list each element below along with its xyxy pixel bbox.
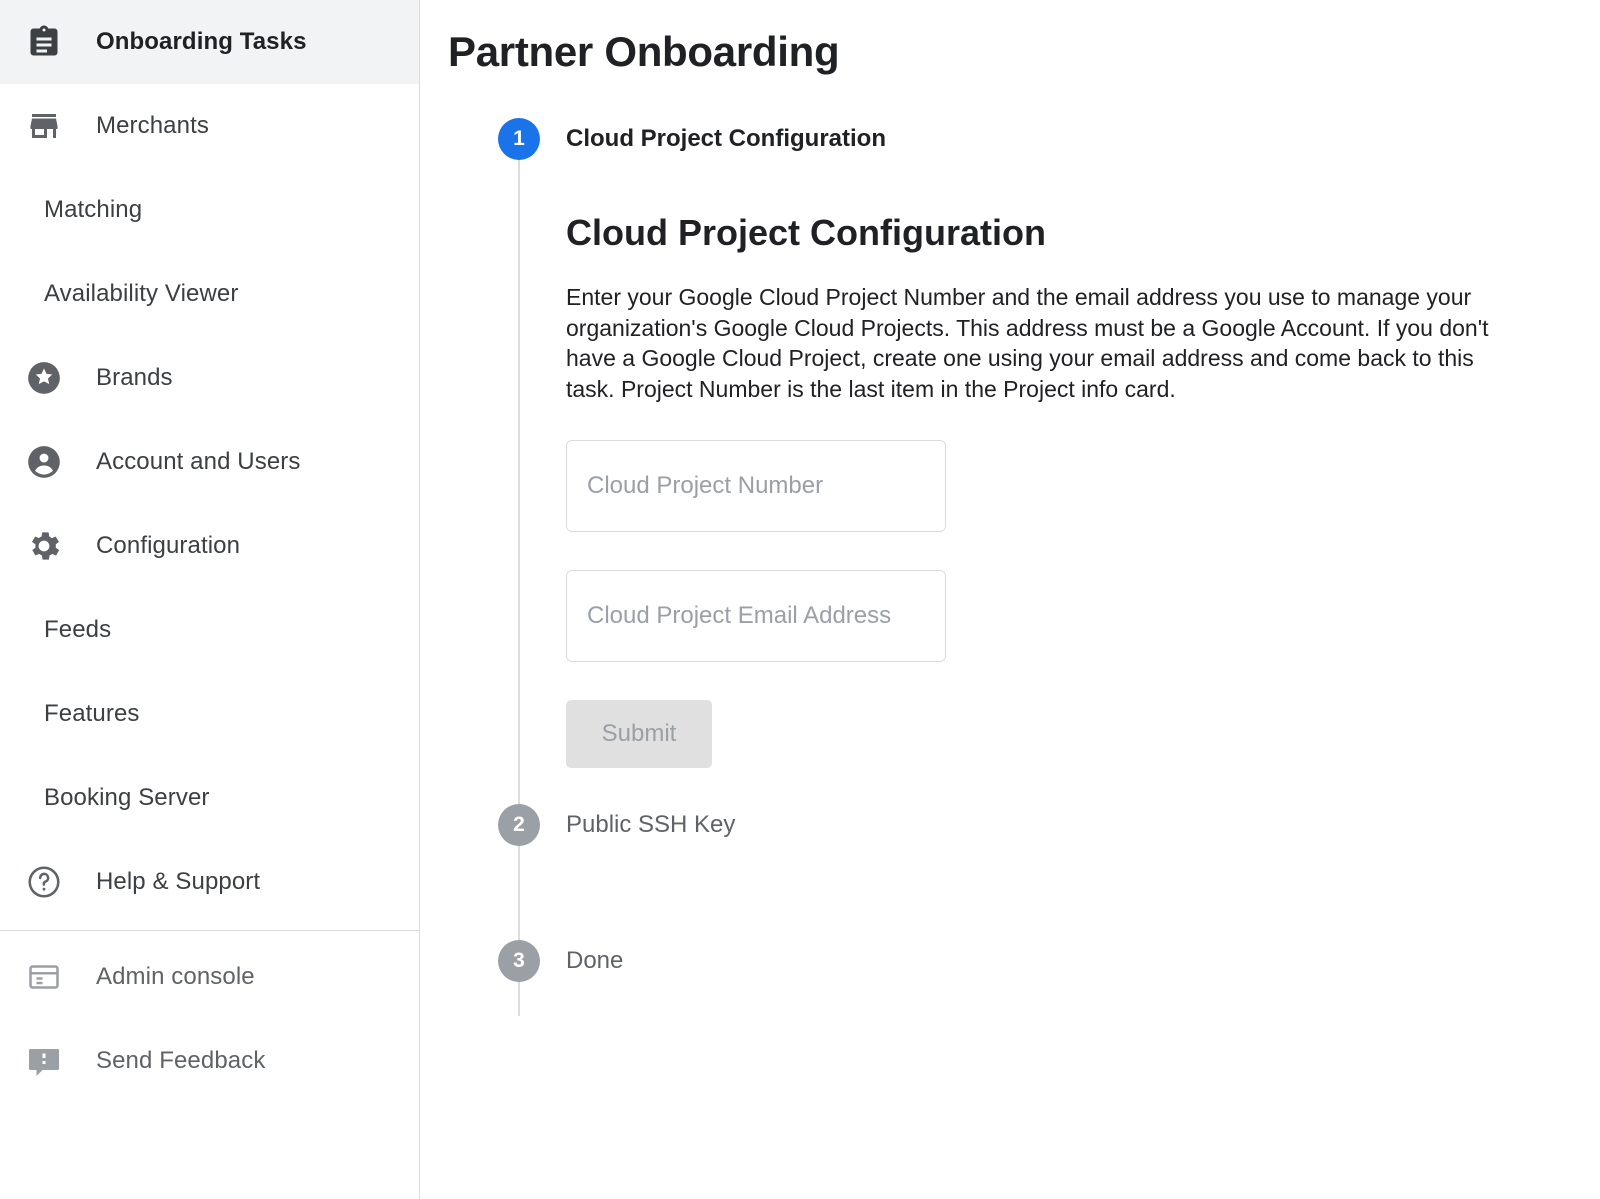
gear-icon	[22, 524, 66, 568]
sidebar	[0, 0, 420, 1199]
step-3	[498, 940, 1600, 982]
sidebar-divider	[0, 930, 419, 931]
feedback-icon	[22, 1039, 66, 1083]
store-icon	[22, 104, 66, 148]
person-icon	[22, 440, 66, 484]
sidebar-item-label: Features	[44, 700, 140, 727]
step-2-label: Public SSH Key	[566, 811, 736, 839]
step-3-label: Done	[566, 947, 624, 975]
sidebar-item-label: Booking Server	[44, 784, 210, 811]
sidebar-item-feeds[interactable]	[0, 588, 419, 672]
submit-button[interactable]: Submit	[566, 700, 712, 768]
step-1-marker[interactable]: 1	[498, 118, 540, 160]
sidebar-item-label: Admin console	[96, 963, 255, 990]
step-2-marker[interactable]: 2	[498, 804, 540, 846]
sidebar-item-label: Matching	[44, 196, 143, 223]
sidebar-item-label: Help & Support	[96, 868, 261, 895]
step-1-label: Cloud Project Configuration	[566, 125, 886, 152]
sidebar-item-features[interactable]	[0, 672, 419, 756]
sidebar-item-brands[interactable]	[0, 336, 419, 420]
cloud-project-email-input[interactable]	[566, 570, 946, 662]
cloud-project-number-input[interactable]	[566, 440, 946, 532]
sidebar-item-help-and-support[interactable]	[0, 840, 419, 924]
sidebar-item-label: Availability Viewer	[44, 280, 239, 307]
sidebar-item-label: Brands	[96, 364, 173, 391]
onboarding-stepper	[498, 118, 1600, 982]
step-2-body-spacer	[498, 846, 1600, 940]
sidebar-item-admin-console[interactable]	[0, 935, 419, 1019]
sidebar-item-matching[interactable]	[0, 168, 419, 252]
sidebar-item-label: Feeds	[44, 616, 112, 643]
admin-console-icon	[22, 955, 66, 999]
sidebar-item-availability-viewer[interactable]	[0, 252, 419, 336]
step-3-marker[interactable]: 3	[498, 940, 540, 982]
sidebar-item-label: Account and Users	[96, 448, 301, 475]
help-icon	[22, 860, 66, 904]
clipboard-icon	[22, 20, 66, 64]
sidebar-item-booking-server[interactable]	[0, 756, 419, 840]
sidebar-item-onboarding-tasks[interactable]	[0, 0, 419, 84]
step-1-body	[566, 160, 1600, 804]
sidebar-item-merchants[interactable]	[0, 84, 419, 168]
sidebar-item-label: Send Feedback	[96, 1047, 266, 1074]
step-2	[498, 804, 1600, 846]
star-icon	[22, 356, 66, 400]
sidebar-item-label: Onboarding Tasks	[96, 28, 307, 55]
sidebar-item-label: Merchants	[96, 112, 209, 139]
section-title: Cloud Project Configuration	[566, 212, 1046, 253]
section-description: Enter your Google Cloud Project Number and the email address you use to manage your organization's Google Cloud Projects. This address must be a Google Account. If you don't have a Google Cloud Project, create one using your email address and come back to this task. Project Number is the last item in the Project info card.	[566, 284, 1489, 402]
step-1	[498, 118, 1600, 160]
sidebar-item-configuration[interactable]	[0, 504, 419, 588]
page-title: Partner Onboarding	[448, 28, 840, 75]
sidebar-item-label: Configuration	[96, 532, 241, 559]
main-content	[420, 0, 1600, 1199]
sidebar-item-account-and-users[interactable]	[0, 420, 419, 504]
sidebar-item-send-feedback[interactable]	[0, 1019, 419, 1103]
